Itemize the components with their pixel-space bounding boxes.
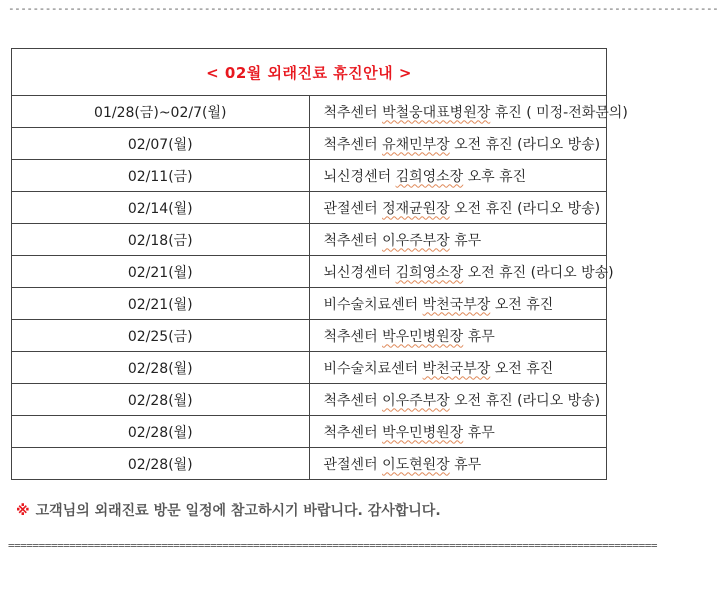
row-department: 척추센터	[323, 328, 378, 345]
notice-text	[16, 500, 441, 520]
table-row	[12, 320, 607, 352]
row-note: 오전 휴진 (라디오 방송)	[454, 136, 601, 153]
row-department: 척추센터	[323, 232, 378, 249]
row-date: 02/18(금)	[12, 224, 310, 256]
row-description	[309, 448, 607, 480]
table-title: < 02월 외래진료 휴진안내 >	[12, 49, 607, 96]
row-description	[309, 320, 607, 352]
row-date: 02/28(월)	[12, 352, 310, 384]
row-description	[309, 256, 614, 288]
table-row	[12, 288, 607, 320]
row-note: 휴무	[454, 456, 482, 473]
row-note: 휴진 ( 미정-전화문의)	[494, 104, 628, 121]
row-department: 뇌신경센터	[323, 168, 392, 185]
row-description	[309, 224, 607, 256]
row-doctor-name: 박천국부장	[422, 296, 491, 313]
row-description	[309, 160, 607, 192]
row-note: 휴무	[467, 328, 495, 345]
row-note: 오전 휴진	[494, 296, 554, 313]
row-date: 02/14(월)	[12, 192, 310, 224]
notice-message: 고객님의 외래진료 방문 일정에 참고하시기 바랍니다. 감사합니다.	[35, 503, 441, 519]
row-doctor-name: 유채민부장	[382, 136, 450, 153]
row-date: 02/25(금)	[12, 320, 310, 352]
row-note: 오전 휴진 (라디오 방송)	[454, 200, 601, 217]
notice-mark: ※	[16, 503, 30, 519]
table-row	[12, 128, 607, 160]
row-note: 휴무	[467, 424, 495, 441]
row-department: 관절센터	[323, 456, 378, 473]
row-department: 척추센터	[323, 392, 378, 409]
row-doctor-name: 박천국부장	[422, 360, 491, 377]
row-doctor-name: 이도현원장	[382, 456, 450, 473]
row-description	[309, 416, 607, 448]
row-department: 뇌신경센터	[323, 264, 392, 281]
closure-schedule-table	[11, 48, 628, 480]
row-description	[309, 128, 607, 160]
row-note: 오전 휴진	[494, 360, 554, 377]
row-department: 비수술치료센터	[323, 296, 419, 313]
row-doctor-name: 박철웅대표병원장	[382, 104, 491, 121]
row-note: 오전 휴진 (라디오 방송)	[454, 392, 601, 409]
row-doctor-name: 박우민병원장	[382, 424, 464, 441]
table-row	[12, 96, 607, 128]
table-row	[12, 160, 607, 192]
row-doctor-name: 김희영소장	[395, 168, 464, 185]
row-department: 관절센터	[323, 200, 378, 217]
table-row	[12, 352, 607, 384]
row-department: 척추센터	[323, 104, 378, 121]
table-row	[12, 384, 607, 416]
table-title-row	[12, 49, 607, 96]
top-divider: --------------------------------------------------------------------------------------------------------------------	[8, 2, 718, 15]
row-description	[309, 352, 607, 384]
row-description	[309, 192, 607, 224]
row-doctor-name: 정재균원장	[382, 200, 450, 217]
row-date: 02/21(월)	[12, 288, 310, 320]
row-department: 비수술치료센터	[323, 360, 419, 377]
row-date: 02/28(월)	[12, 448, 310, 480]
table-row	[12, 224, 607, 256]
row-note: 휴무	[454, 232, 482, 249]
row-doctor-name: 김희영소장	[395, 264, 464, 281]
row-note: 오전 휴진 (라디오 방송)	[467, 264, 614, 281]
table-row	[12, 416, 607, 448]
row-date: 02/28(월)	[12, 384, 310, 416]
row-note: 오후 휴진	[467, 168, 527, 185]
table-row	[12, 448, 607, 480]
row-department: 척추센터	[323, 136, 378, 153]
row-doctor-name: 이우주부장	[382, 232, 450, 249]
row-date: 02/07(월)	[12, 128, 310, 160]
row-date: 02/21(월)	[12, 256, 310, 288]
row-date: 02/28(월)	[12, 416, 310, 448]
row-date: 02/11(금)	[12, 160, 310, 192]
row-doctor-name: 이우주부장	[382, 392, 450, 409]
table-row	[12, 192, 607, 224]
row-description	[309, 384, 607, 416]
row-description	[309, 288, 607, 320]
row-doctor-name: 박우민병원장	[382, 328, 464, 345]
row-department: 척추센터	[323, 424, 378, 441]
bottom-divider: ==========================================================================================================	[8, 539, 657, 552]
row-description	[309, 96, 628, 128]
row-date: 01/28(금)~02/7(월)	[12, 96, 310, 128]
table-row	[12, 256, 607, 288]
